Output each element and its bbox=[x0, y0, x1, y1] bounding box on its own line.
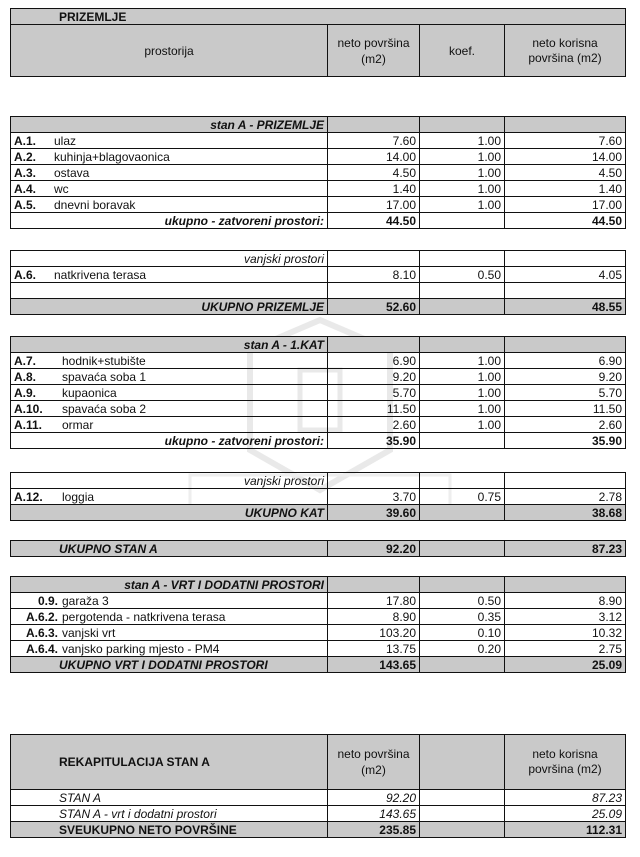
col-header-coef: koef. bbox=[420, 25, 505, 77]
room-code: A.5. bbox=[14, 197, 37, 212]
room-usable: 2.75 bbox=[505, 641, 626, 657]
room-name: hodnik+stubište bbox=[62, 353, 146, 368]
total-area: 39.60 bbox=[328, 505, 420, 521]
room-name: wc bbox=[54, 181, 69, 196]
room-area: 14.00 bbox=[328, 149, 420, 165]
room-code: A.6.3. bbox=[25, 625, 58, 640]
recap-row-usable: 25.09 bbox=[505, 806, 626, 822]
room-coef: 1.00 bbox=[420, 417, 505, 433]
room-coef: 1.00 bbox=[420, 385, 505, 401]
grand-total-usable: 112.31 bbox=[505, 822, 626, 838]
room-usable: 8.90 bbox=[505, 593, 626, 609]
table-row bbox=[11, 149, 626, 165]
garden-table bbox=[10, 576, 626, 673]
table-row bbox=[11, 593, 626, 609]
section-title: PRIZEMLJE bbox=[11, 9, 626, 25]
room-coef: 0.75 bbox=[420, 489, 505, 505]
room-area: 4.50 bbox=[328, 165, 420, 181]
room-area: 1.40 bbox=[328, 181, 420, 197]
room-area: 7.60 bbox=[328, 133, 420, 149]
subtotal-usable: 35.90 bbox=[505, 433, 626, 449]
table-row bbox=[11, 353, 626, 369]
room-code: A.9. bbox=[14, 385, 37, 400]
table-row bbox=[11, 181, 626, 197]
room-name: loggia bbox=[62, 489, 95, 504]
room-usable: 14.00 bbox=[505, 149, 626, 165]
stan-total-label: UKUPNO STAN A bbox=[11, 541, 328, 557]
subtotal-row bbox=[11, 213, 626, 229]
table-row bbox=[11, 401, 626, 417]
room-coef: 1.00 bbox=[420, 197, 505, 213]
total-usable: 48.55 bbox=[505, 299, 626, 315]
table-row bbox=[11, 133, 626, 149]
room-name: garaža 3 bbox=[62, 593, 109, 608]
total-area: 52.60 bbox=[328, 299, 420, 315]
recap-usable-area-header: neto korisna površina (m2) bbox=[505, 735, 626, 790]
room-area: 103.20 bbox=[328, 625, 420, 641]
room-usable: 17.00 bbox=[505, 197, 626, 213]
table-row bbox=[11, 385, 626, 401]
room-code: A.8. bbox=[14, 369, 37, 384]
table-row bbox=[11, 806, 626, 822]
subtotal-row bbox=[11, 433, 626, 449]
room-name: vanjski vrt bbox=[62, 625, 116, 640]
garden-total-label: UKUPNO VRT I DODATNI PROSTORI bbox=[11, 657, 328, 673]
total-row bbox=[11, 657, 626, 673]
room-code: A.10. bbox=[14, 401, 43, 416]
room-usable: 5.70 bbox=[505, 385, 626, 401]
room-coef: 0.10 bbox=[420, 625, 505, 641]
col-header-usable-area: neto korisna površina (m2) bbox=[505, 25, 626, 77]
room-coef: 1.00 bbox=[420, 181, 505, 197]
room-area: 13.75 bbox=[328, 641, 420, 657]
total-label: UKUPNO KAT bbox=[11, 505, 328, 521]
table-row bbox=[11, 417, 626, 433]
room-coef: 0.35 bbox=[420, 609, 505, 625]
table-row bbox=[11, 197, 626, 213]
room-code: A.3. bbox=[14, 165, 37, 180]
room-name: kupaonica bbox=[62, 385, 117, 400]
table-row bbox=[11, 165, 626, 181]
room-code: A.6.4. bbox=[25, 641, 58, 656]
room-coef: 1.00 bbox=[420, 165, 505, 181]
first-floor-title: stan A - 1.KAT bbox=[11, 337, 328, 353]
room-code: A.11. bbox=[14, 417, 43, 432]
room-usable: 4.50 bbox=[505, 165, 626, 181]
room-code: A.1. bbox=[14, 133, 37, 148]
recap-row-label: STAN A bbox=[11, 790, 328, 806]
stan-total-table bbox=[10, 540, 626, 557]
col-header-net-area: neto površina (m2) bbox=[328, 25, 420, 77]
room-area: 5.70 bbox=[328, 385, 420, 401]
room-name: dnevni boravak bbox=[54, 197, 136, 212]
subtotal-label: ukupno - zatvoreni prostori: bbox=[11, 433, 328, 449]
room-code: A.6.2. bbox=[25, 609, 58, 624]
table-row bbox=[11, 641, 626, 657]
garden-total-area: 143.65 bbox=[328, 657, 420, 673]
room-coef: 1.00 bbox=[420, 149, 505, 165]
room-usable: 10.32 bbox=[505, 625, 626, 641]
recap-net-area-header: neto površina (m2) bbox=[328, 735, 420, 790]
subtotal-usable: 44.50 bbox=[505, 213, 626, 229]
header-table bbox=[10, 8, 626, 77]
room-area: 17.00 bbox=[328, 197, 420, 213]
room-usable: 11.50 bbox=[505, 401, 626, 417]
ground-floor-table bbox=[10, 116, 626, 229]
table-row bbox=[11, 790, 626, 806]
room-area: 6.90 bbox=[328, 353, 420, 369]
outdoor-title: vanjski prostori bbox=[11, 473, 328, 489]
room-usable: 6.90 bbox=[505, 353, 626, 369]
table-row bbox=[11, 369, 626, 385]
room-name: ormar bbox=[62, 417, 94, 432]
room-coef: 0.20 bbox=[420, 641, 505, 657]
stan-total-usable: 87.23 bbox=[505, 541, 626, 557]
room-code: 0.9. bbox=[37, 593, 58, 608]
room-usable: 1.40 bbox=[505, 181, 626, 197]
table-row bbox=[11, 625, 626, 641]
total-label: UKUPNO PRIZEMLJE bbox=[11, 299, 328, 315]
grand-total-label: SVEUKUPNO NETO POVRŠINE bbox=[11, 822, 328, 838]
recap-row-label: STAN A - vrt i dodatni prostori bbox=[11, 806, 328, 822]
total-row bbox=[11, 505, 626, 521]
room-code: A.2. bbox=[14, 149, 37, 164]
grand-total-area: 235.85 bbox=[328, 822, 420, 838]
room-area: 11.50 bbox=[328, 401, 420, 417]
table-row bbox=[11, 267, 626, 283]
recap-title: REKAPITULACIJA STAN A bbox=[11, 735, 328, 790]
first-outdoor-table bbox=[10, 472, 626, 521]
garden-title: stan A - VRT I DODATNI PROSTORI bbox=[11, 577, 328, 593]
ground-floor-title: stan A - PRIZEMLJE bbox=[11, 117, 328, 133]
table-row bbox=[11, 609, 626, 625]
room-name: vanjsko parking mjesto - PM4 bbox=[62, 641, 220, 656]
room-usable: 7.60 bbox=[505, 133, 626, 149]
grand-total-row bbox=[11, 822, 626, 838]
garden-total-usable: 25.09 bbox=[505, 657, 626, 673]
recap-row-usable: 87.23 bbox=[505, 790, 626, 806]
total-row bbox=[11, 299, 626, 315]
room-area: 8.10 bbox=[328, 267, 420, 283]
subtotal-label: ukupno - zatvoreni prostori: bbox=[11, 213, 328, 229]
room-name: ostava bbox=[54, 165, 90, 180]
room-usable: 2.60 bbox=[505, 417, 626, 433]
room-code: A.12. bbox=[14, 489, 43, 504]
room-usable: 9.20 bbox=[505, 369, 626, 385]
room-code: A.4. bbox=[14, 181, 37, 196]
room-coef: 1.00 bbox=[420, 133, 505, 149]
first-floor-table bbox=[10, 336, 626, 449]
room-name: spavaća soba 1 bbox=[62, 369, 147, 384]
room-coef: 1.00 bbox=[420, 401, 505, 417]
subtotal-area: 35.90 bbox=[328, 433, 420, 449]
subtotal-area: 44.50 bbox=[328, 213, 420, 229]
total-usable: 38.68 bbox=[505, 505, 626, 521]
room-usable: 2.78 bbox=[505, 489, 626, 505]
room-coef: 0.50 bbox=[420, 267, 505, 283]
room-name: ulaz bbox=[54, 133, 77, 148]
recap-table bbox=[10, 734, 626, 838]
room-name: kuhinja+blagovaonica bbox=[54, 149, 170, 164]
ground-outdoor-table bbox=[10, 250, 626, 315]
room-coef: 1.00 bbox=[420, 369, 505, 385]
room-name: spavaća soba 2 bbox=[62, 401, 147, 416]
room-name: pergotenda - natkrivena terasa bbox=[62, 609, 226, 624]
room-area: 3.70 bbox=[328, 489, 420, 505]
stan-total-area: 92.20 bbox=[328, 541, 420, 557]
room-coef: 0.50 bbox=[420, 593, 505, 609]
total-row bbox=[11, 541, 626, 557]
recap-row-area: 92.20 bbox=[328, 790, 420, 806]
recap-row-area: 143.65 bbox=[328, 806, 420, 822]
table-row bbox=[11, 489, 626, 505]
room-usable: 3.12 bbox=[505, 609, 626, 625]
outdoor-title: vanjski prostori bbox=[11, 251, 328, 267]
room-usable: 4.05 bbox=[505, 267, 626, 283]
room-code: A.6. bbox=[14, 267, 37, 282]
room-code: A.7. bbox=[14, 353, 37, 368]
room-area: 2.60 bbox=[328, 417, 420, 433]
room-coef: 1.00 bbox=[420, 353, 505, 369]
room-name: natkrivena terasa bbox=[54, 267, 147, 282]
room-area: 8.90 bbox=[328, 609, 420, 625]
col-header-room: prostorija bbox=[11, 25, 328, 77]
room-area: 9.20 bbox=[328, 369, 420, 385]
room-area: 17.80 bbox=[328, 593, 420, 609]
